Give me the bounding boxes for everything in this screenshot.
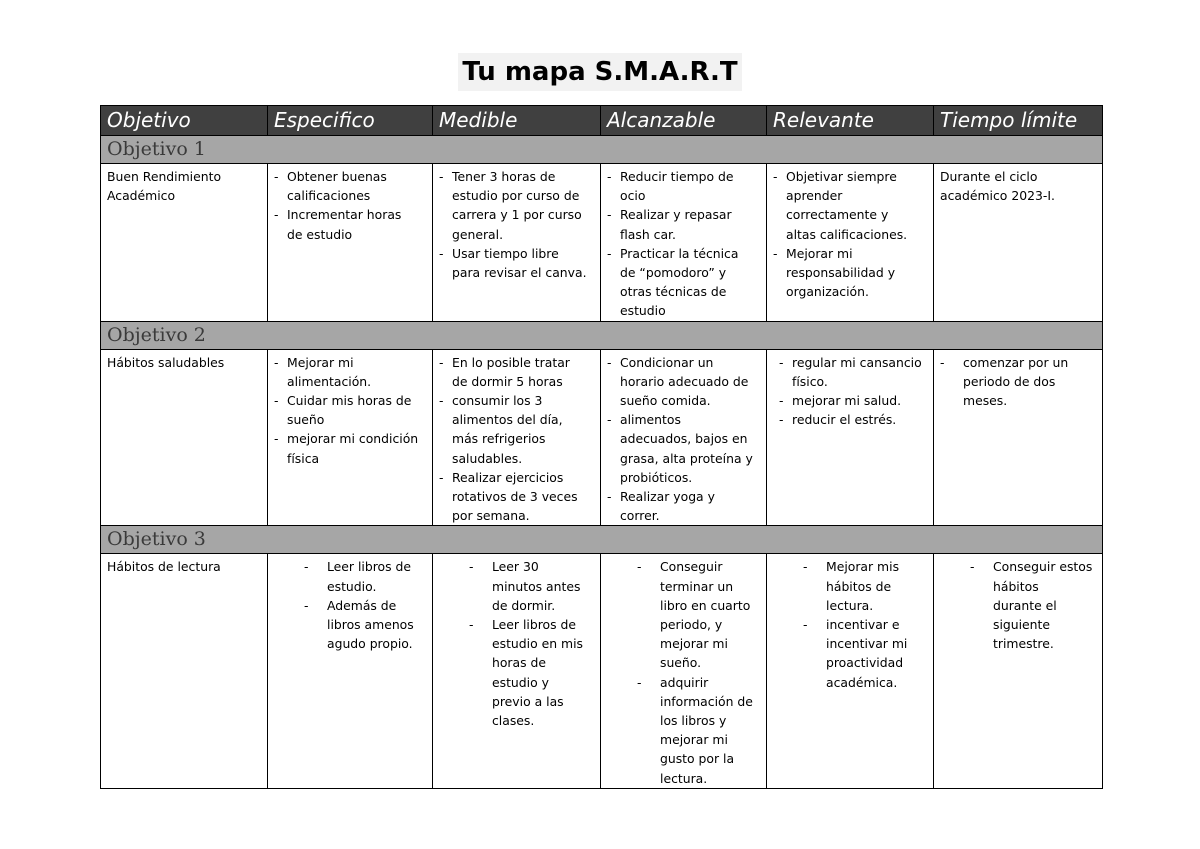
list-item: - mejorar mi salud. [779,391,929,410]
section-label: Objetivo 3 [101,526,1103,554]
smart-table [100,105,1103,789]
list-item: - Tener 3 horas de estudio por curso de carrera y 1 por curso general. [439,167,596,244]
header-medible: Medible [433,106,601,136]
section-label: Objetivo 1 [101,136,1103,164]
list-item: - Objetivar siempre aprender correctamente y altas calificaciones. [773,167,929,244]
list-item: - alimentos adecuados, bajos en grasa, alta proteína y probióticos. [607,410,762,487]
objective-row [101,554,1103,788]
section-row-objetivo-3 [101,526,1103,554]
list-item: - Además de libros amenos agudo propio. [304,596,428,654]
list-item: - Reducir tiempo de ocio [607,167,762,205]
list-item: - Cuidar mis horas de sueño [274,391,428,429]
especifico-cell [268,554,433,788]
list-item: - Conseguir estos hábitos durante el siguiente trimestre. [970,557,1098,653]
list-item: - Conseguir terminar un libro en cuarto periodo, y mejorar mi sueño. [637,557,762,672]
list-item: - En lo posible tratar de dormir 5 horas [439,353,596,391]
relevante-cell [767,164,934,322]
list-item: - Condicionar un horario adecuado de sueño comida. [607,353,762,411]
header-relevante: Relevante [767,106,934,136]
list-item: - Practicar la técnica de “pomodoro” y otras técnicas de estudio [607,244,762,321]
section-row-objetivo-1 [101,136,1103,164]
list-item: - Leer libros de estudio. [304,557,428,595]
text-line: Hábitos saludables [107,354,225,370]
especifico-cell [268,349,433,526]
alcanzable-cell [601,164,767,322]
list-item: - Usar tiempo libre para revisar el canva. [439,244,596,282]
title-wrapper [0,53,1200,91]
list-item: - regular mi cansancio físico. [779,353,929,391]
text-line: Durante el ciclo [940,169,1038,184]
list-item: - Realizar yoga y correr. [607,487,762,525]
tiempo-limite-cell [934,554,1103,788]
relevante-cell [767,554,934,788]
list-item: - Realizar y repasar flash car. [607,205,762,243]
objective-name-cell [101,349,268,526]
list-item: - incentivar e incentivar mi proactividad académica. [803,615,929,692]
text-line: académico 2023-I. [940,188,1055,204]
list-item: - Mejorar mis hábitos de lectura. [803,557,929,615]
list-item: - Leer 30 minutos antes de dormir. [469,557,596,615]
text-line: Buen Rendimiento [107,169,222,184]
objective-name-cell [101,554,268,788]
header-row [101,106,1103,136]
list-item: - Obtener buenas calificaciones [274,167,428,205]
list-item: - mejorar mi condición física [274,429,428,467]
list-item: - Leer libros de estudio en mis horas de estudio y previo a las clases. [469,615,596,730]
text-line: Académico [107,188,176,204]
alcanzable-cell [601,349,767,526]
medible-cell [433,164,601,322]
relevante-cell [767,349,934,526]
text-line: Hábitos de lectura [107,559,221,575]
header-especifico: Especifico [268,106,433,136]
header-alcanzable: Alcanzable [601,106,767,136]
section-row-objetivo-2 [101,321,1103,349]
page-title: Tu mapa S.M.A.R.T [458,53,741,91]
list-item: - reducir el estrés. [779,410,929,429]
header-objetivo: Objetivo [101,106,268,136]
list-item: - consumir los 3 alimentos del día, más refrigerios saludables. [439,391,596,468]
header-tiempo-limite: Tiempo límite [934,106,1103,136]
list-item: - comenzar por un periodo de dos meses. [940,353,1098,411]
list-item: - Mejorar mi alimentación. [274,353,428,391]
list-item: - Incrementar horas de estudio [274,205,428,243]
objective-name-cell [101,164,268,322]
especifico-cell [268,164,433,322]
tiempo-limite-cell [934,164,1103,322]
list-item: - Mejorar mi responsabilidad y organización. [773,244,929,302]
objective-row [101,349,1103,526]
list-item: - adquirir información de los libros y mejorar mi gusto por la lectura. [637,673,762,788]
medible-cell [433,554,601,788]
alcanzable-cell [601,554,767,788]
list-item: - Realizar ejercicios rotativos de 3 veces por semana. [439,468,596,526]
section-label: Objetivo 2 [101,321,1103,349]
objective-row [101,164,1103,322]
tiempo-limite-cell [934,349,1103,526]
medible-cell [433,349,601,526]
